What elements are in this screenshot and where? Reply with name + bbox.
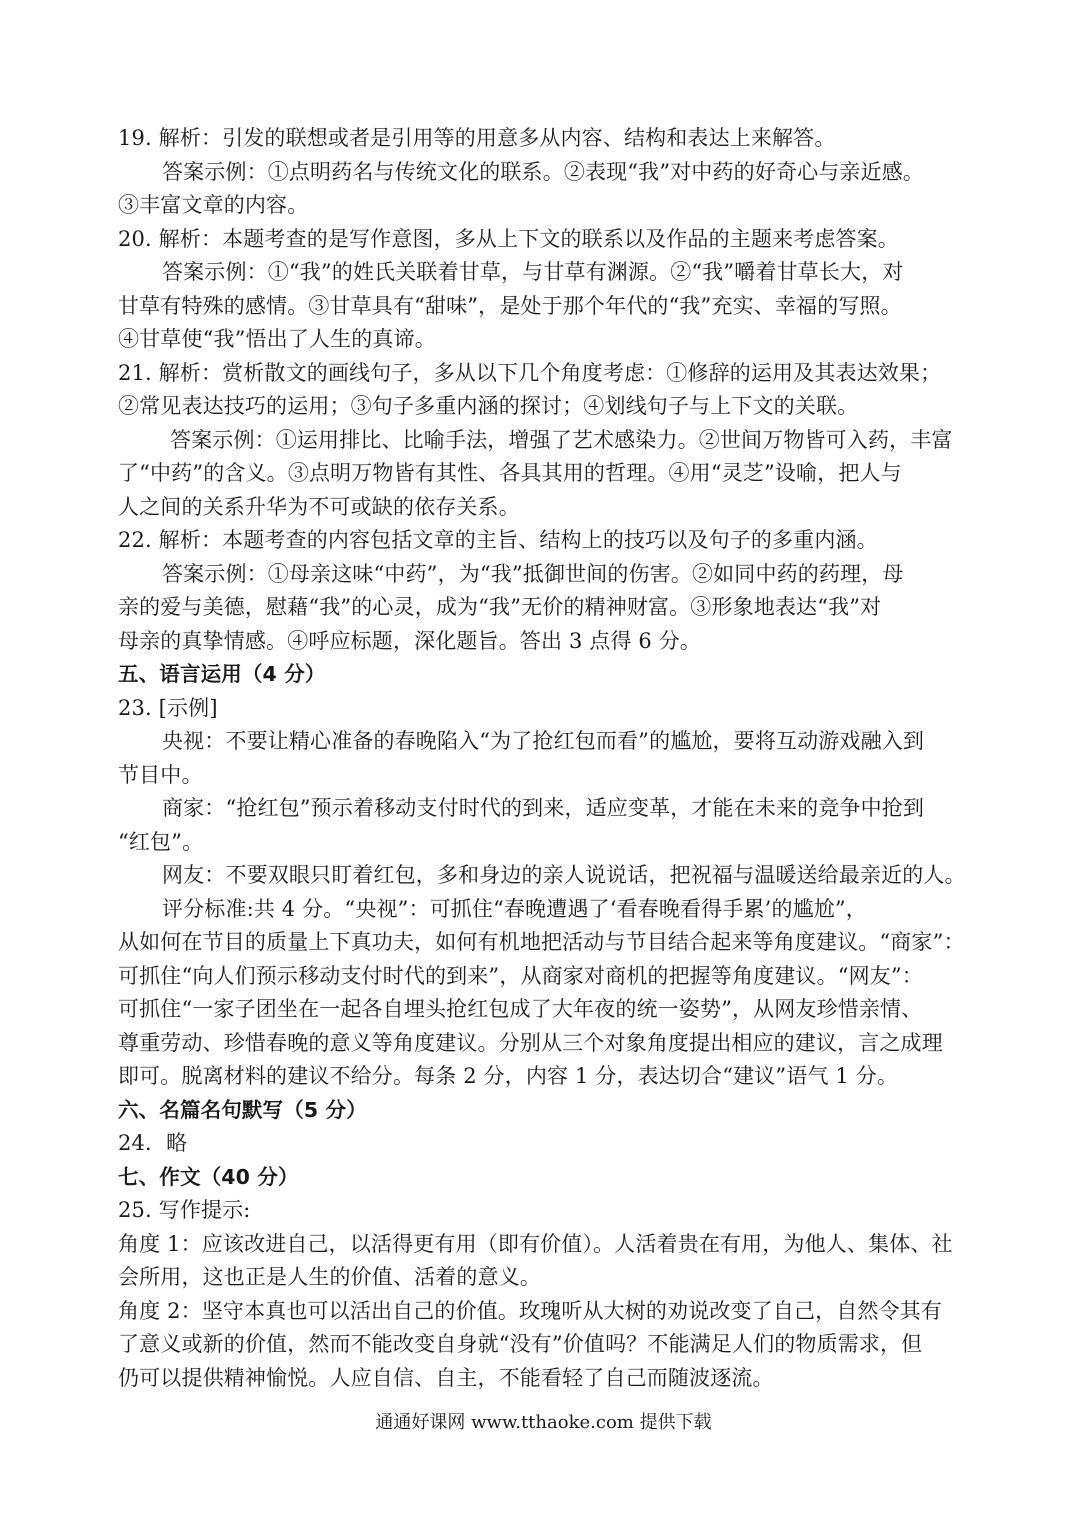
text-line: 商家：“抢红包”预示着移动支付时代的到来，适应变革，才能在未来的竞争中抢到 bbox=[162, 796, 925, 820]
text-line: 亲的爱与美德，慰藉“我”的心灵，成为“我”无价的精神财富。③形象地表达“我”对 bbox=[118, 595, 882, 619]
text-line: 22. 解析：本题考查的内容包括文章的主旨、结构上的技巧以及句子的多重内涵。 bbox=[118, 528, 878, 552]
text-line: 可抓住“一家子团坐在一起各自埋头抢红包成了大年夜的统一姿势”，从网友珍惜亲情、 bbox=[118, 997, 923, 1021]
text-line: 答案示例：①点明药名与传统文化的联系。②表现“我”对中药的好奇心与亲近感。 bbox=[162, 159, 925, 184]
text-line: ②常见表达技巧的运用；③句子多重内涵的探讨；④划线句子与上下文的关联。 bbox=[118, 394, 859, 418]
text-line: 可抓住“向人们预示移动支付时代的到来”，从商家对商机的把握等角度建议。“网友”： bbox=[118, 963, 923, 988]
section-heading: 五、语言运用（4 分） bbox=[118, 662, 326, 686]
text-line: 尊重劳动、珍惜春晚的意义等角度建议。分别从三个对象角度提出相应的建议，言之成理 bbox=[118, 1030, 943, 1055]
page-footer: 通通好课网 www.tthaoke.com 提供下载 bbox=[375, 1412, 712, 1433]
text-line: 21. 解析：赏析散文的画线句子，多从以下几个角度考虑：①修辞的运用及其表达效果； bbox=[118, 360, 942, 385]
section-heading: 六、名篇名句默写（5 分） bbox=[118, 1097, 367, 1122]
text-line: 答案示例：①运用排比、比喻手法，增强了艺术感染力。②世间万物皆可入药，丰富 bbox=[170, 427, 953, 452]
text-line: ③丰富文章的内容。 bbox=[118, 193, 309, 217]
text-line: 从如何在节目的质量上下真功夫，如何有机地把活动与节目结合起来等角度建议。“商家”： bbox=[118, 930, 965, 954]
text-line: 母亲的真挚情感。④呼应标题，深化题旨。答出 3 点得 6 分。 bbox=[118, 628, 702, 653]
text-line: 仍可以提供精神愉悦。人应自信、自主，不能看轻了自己而随波逐流。 bbox=[118, 1365, 774, 1390]
text-line: 了“中药”的含义。③点明万物皆有其性、各具其用的哲理。④用“灵芝”设喻，把人与 bbox=[118, 461, 902, 485]
document-body bbox=[118, 122, 978, 1395]
text-line: 角度 2：坚守本真也可以活出自己的价值。玫瑰听从大树的劝说改变了自己，自然令其有 bbox=[118, 1298, 943, 1323]
text-line: 24．略 bbox=[118, 1131, 188, 1155]
text-line: 央视：不要让精心准备的春晚陷入“为了抢红包而看”的尴尬，要将互动游戏融入到 bbox=[162, 729, 925, 753]
section-heading: 七、作文（40 分） bbox=[118, 1164, 299, 1189]
text-line: 即可。脱离材料的建议不给分。每条 2 分，内容 1 分，表达切合“建议”语气 1 分。 bbox=[118, 1064, 899, 1088]
text-line: 19. 解析：引发的联想或者是引用等的用意多从内容、结构和表达上来解答。 bbox=[118, 126, 836, 150]
text-line: 23. [示例] bbox=[118, 695, 218, 720]
text-line: 评分标准:共 4 分。“央视”：可抓住“春晚遭遇了‘看春晚看得手累’的尴尬”， bbox=[162, 896, 867, 921]
text-line: 20. 解析：本题考查的是写作意图，多从上下文的联系以及作品的主题来考虑答案。 bbox=[118, 226, 899, 251]
text-line: 会所用，这也正是人生的价值、活着的意义。 bbox=[118, 1265, 541, 1289]
text-line: “红包”。 bbox=[118, 829, 204, 854]
text-line: 了意义或新的价值，然而不能改变自身就“没有”价值吗？不能满足人们的物质需求，但 bbox=[118, 1332, 923, 1356]
text-line: 角度 1：应该改进自己，以活得更有用（即有价值）。人活着贵在有用，为他人、集体、社 bbox=[118, 1231, 953, 1256]
text-line: 答案示例：①“我”的姓氏关联着甘草，与甘草有渊源。②“我”嚼着甘草长大，对 bbox=[162, 260, 904, 284]
text-line: 节目中。 bbox=[118, 762, 203, 787]
text-line: 答案示例：①母亲这味“中药”，为“我”抵御世间的伤害。②如同中药的药理，母 bbox=[162, 561, 904, 586]
text-line: 25. 写作提示: bbox=[118, 1198, 251, 1222]
text-line: ④甘草使“我”悟出了人生的真谛。 bbox=[118, 327, 436, 351]
text-line: 甘草有特殊的感情。③甘草具有“甜味”，是处于那个年代的“我”充实、幸福的写照。 bbox=[118, 293, 902, 318]
text-line: 网友：不要双眼只盯着红包，多和身边的亲人说说话，把祝福与温暖送给最亲近的人。 bbox=[162, 863, 966, 887]
text-line: 人之间的关系升华为不可或缺的依存关系。 bbox=[118, 494, 520, 519]
